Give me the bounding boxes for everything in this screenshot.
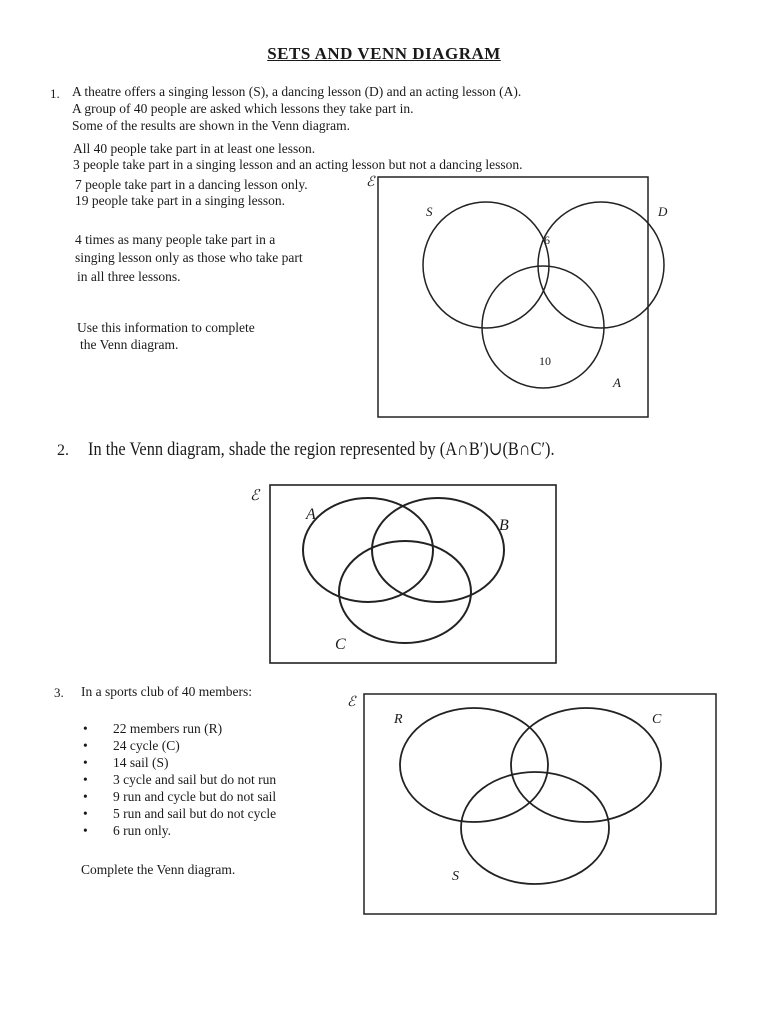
universal-set-symbol: ℰ: [366, 175, 375, 190]
paragraph-line: 4 times as many people take part in a: [75, 232, 276, 247]
set-r-ellipse: [400, 708, 548, 822]
fact-line: 7 people take part in a dancing lesson only.: [75, 177, 308, 192]
set-r-label: R: [394, 712, 403, 727]
fact-line: 19 people take part in a singing lesson.: [75, 193, 285, 208]
question-text-line: Some of the results are shown in the Venn diagram.: [72, 118, 350, 133]
list-item: • 22 members run (R): [83, 720, 276, 737]
question-text-line: A theatre offers a singing lesson (S), a dancing lesson (D) and an acting lesson (A).: [72, 84, 522, 99]
list-item: • 3 cycle and sail but do not run: [83, 771, 276, 788]
fact-line: All 40 people take part in at least one lesson.: [73, 141, 316, 156]
facts-list: [83, 720, 276, 839]
question-text: In the Venn diagram, shade the region represented by (A∩B′)∪(B∩C′).: [88, 439, 555, 460]
instruction-line: Use this information to complete: [77, 320, 255, 335]
venn-diagram-q1: [360, 172, 668, 422]
set-c-label: C: [652, 712, 662, 727]
set-c-label: C: [335, 636, 346, 653]
universal-set-box: [378, 177, 648, 417]
venn-diagram-q3: [344, 690, 724, 918]
set-s-ellipse: [461, 772, 609, 884]
region-value-s-and-d: 6: [544, 233, 550, 247]
universal-set-symbol: ℰ: [250, 488, 260, 504]
set-d-label: D: [658, 204, 668, 219]
region-value-a-only: 10: [539, 354, 551, 368]
set-a-label: A: [613, 375, 621, 390]
instruction-line: Complete the Venn diagram.: [81, 862, 236, 877]
set-a-label: A: [306, 506, 316, 523]
universal-set-symbol: ℰ: [347, 695, 356, 710]
venn-diagram-q2: [248, 482, 560, 666]
list-item: • 9 run and cycle but do not sail: [83, 788, 276, 805]
question-text-line: A group of 40 people are asked which lessons they take part in.: [72, 101, 414, 116]
set-s-label: S: [452, 869, 459, 884]
paragraph-line: in all three lessons.: [77, 269, 181, 284]
set-b-label: B: [499, 517, 509, 534]
set-s-label: S: [426, 204, 433, 219]
list-item: • 6 run only.: [83, 822, 276, 839]
instruction-line: the Venn diagram.: [80, 337, 179, 352]
set-b-ellipse: [372, 498, 504, 602]
question-number: 3.: [54, 685, 64, 700]
question-intro: In a sports club of 40 members:: [81, 684, 252, 699]
list-item: • 24 cycle (C): [83, 737, 276, 754]
list-item: • 5 run and sail but do not cycle: [83, 805, 276, 822]
set-c-ellipse: [511, 708, 661, 822]
paragraph-line: singing lesson only as those who take part: [75, 250, 303, 265]
universal-set-box: [364, 694, 716, 914]
set-s-circle: [423, 202, 549, 328]
question-number: 1.: [50, 86, 60, 101]
fact-line: 3 people take part in a singing lesson and an acting lesson but not a dancing lesson.: [73, 157, 523, 172]
page-title: SETS AND VENN DIAGRAM: [267, 44, 501, 63]
list-item: • 14 sail (S): [83, 754, 276, 771]
question-number: 2.: [57, 442, 69, 459]
